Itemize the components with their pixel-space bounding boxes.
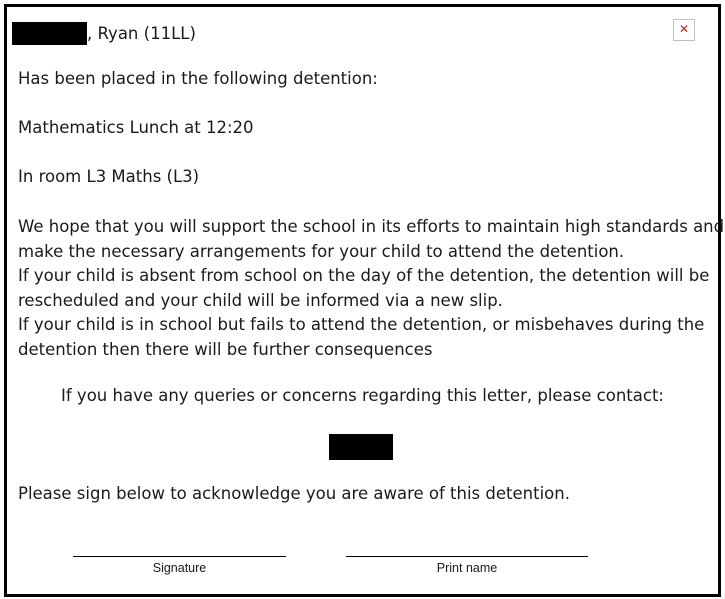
redacted-contact — [329, 434, 393, 460]
close-icon[interactable]: ✕ — [678, 22, 690, 36]
room-line: In room L3 Maths (L3) — [18, 167, 200, 186]
contact-line: If you have any queries or concerns regarding this letter, please contact: — [61, 386, 664, 405]
print-name-label: Print name — [436, 561, 498, 575]
letter-body — [18, 215, 725, 362]
close-button[interactable] — [673, 19, 695, 41]
student-name: , Ryan (11LL) — [87, 23, 196, 43]
body-line: detention then there will be further consequences — [18, 339, 433, 359]
sign-instruction: Please sign below to acknowledge you are aware of this detention. — [18, 484, 570, 503]
signature-line — [73, 556, 286, 557]
student-header — [12, 21, 196, 45]
body-line: If your child is in school but fails to attend the detention, or misbehaves during the — [18, 315, 705, 334]
print-name-line — [346, 556, 588, 557]
detention-line: Mathematics Lunch at 12:20 — [18, 118, 254, 137]
body-line: We hope that you will support the school in its efforts to maintain high standards and — [18, 217, 725, 236]
body-line: make the necessary arrangements for your child to attend the detention. — [18, 241, 625, 261]
redacted-surname — [12, 22, 87, 45]
body-line: rescheduled and your child will be informed via a new slip. — [18, 290, 503, 310]
placed-line: Has been placed in the following detention: — [18, 69, 378, 88]
body-line: If your child is absent from school on the day of the detention, the detention will be — [18, 266, 710, 285]
signature-label: Signature — [152, 561, 207, 575]
